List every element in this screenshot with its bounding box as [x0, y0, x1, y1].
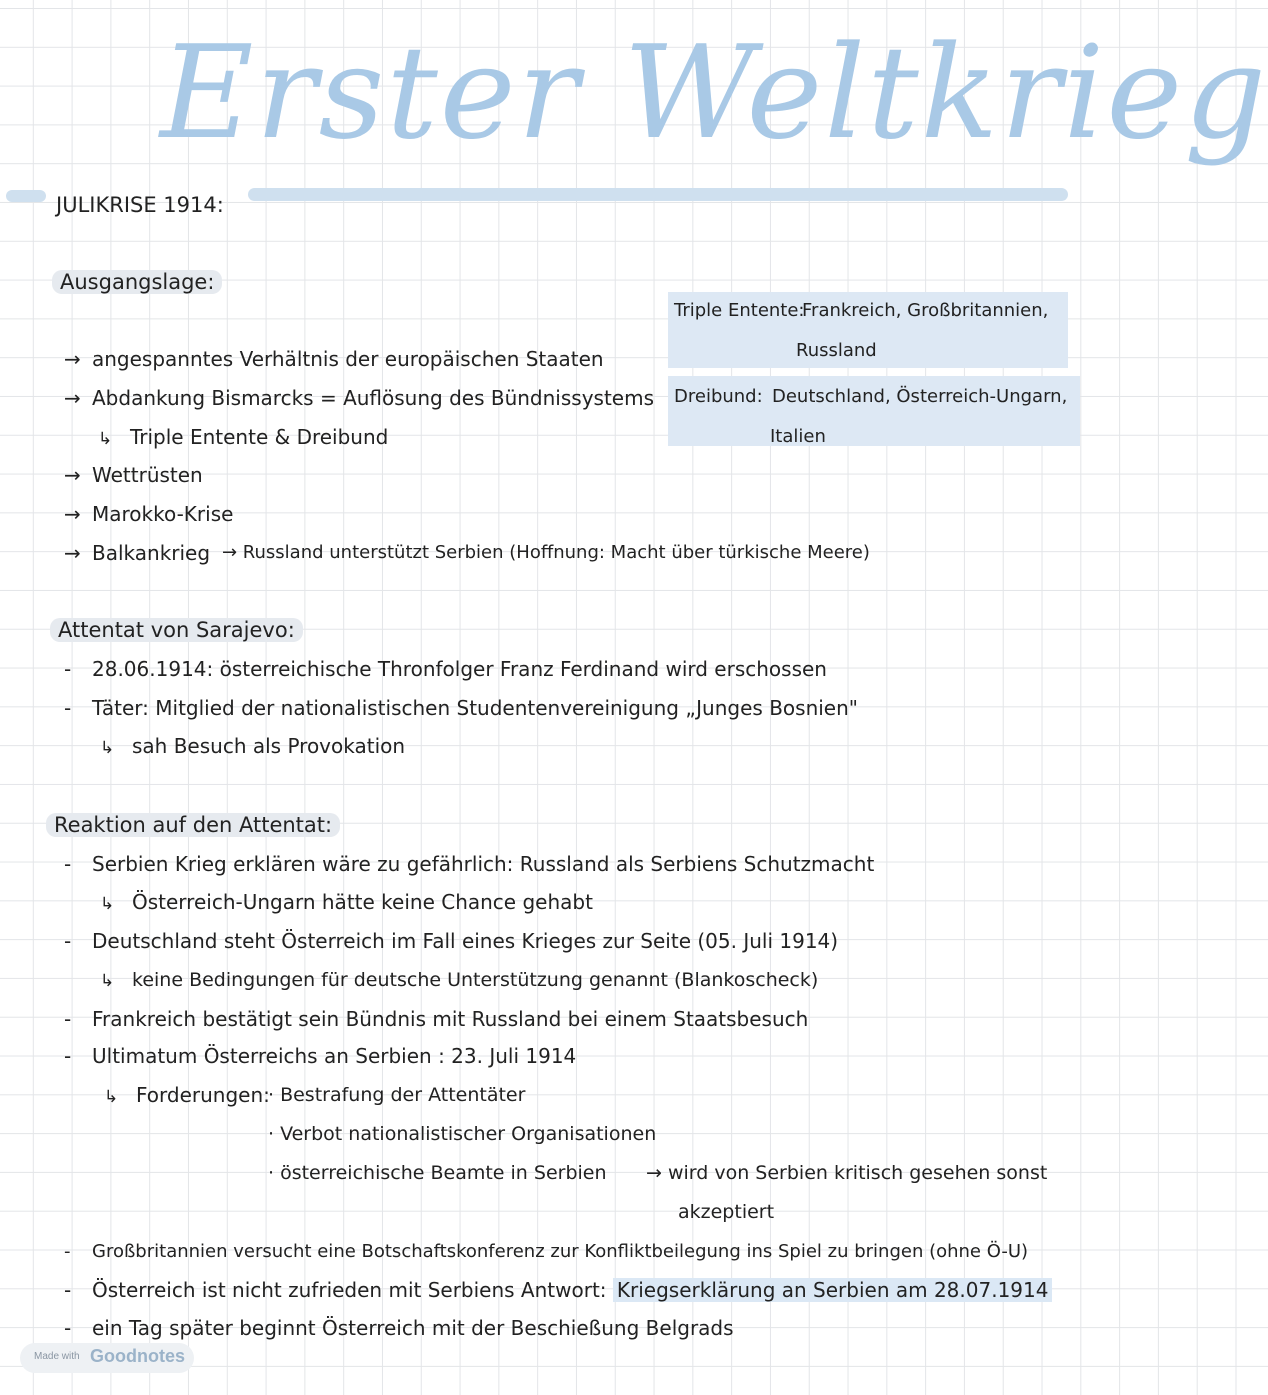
dash-icon: - [64, 852, 72, 876]
declaration-of-war-highlight: Kriegserklärung an Serbien am 28.07.1914 [613, 1278, 1053, 1302]
triple-entente-members-cont: Russland [796, 340, 877, 361]
dash-icon: - [64, 1278, 72, 1302]
dash-icon: - [64, 1044, 72, 1068]
demand-item: · Verbot nationalistischer Organisationen [268, 1123, 657, 1145]
arrow-icon: → [64, 386, 81, 410]
list-item: ↳ Triple Entente & Dreibund [98, 424, 388, 452]
dash-icon: - [64, 1007, 72, 1031]
dash-icon: - [64, 696, 72, 720]
heading-reaktion: Reaktion auf den Attentat: [54, 812, 340, 838]
arrow-icon: → [64, 347, 81, 371]
page-title: Erster Weltkrieg [160, 19, 1268, 168]
list-item: ↳ Forderungen: [104, 1082, 270, 1110]
triple-entente-label: Triple Entente: [674, 300, 805, 321]
list-item: ↳ keine Bedingungen für deutsche Unterstützung genannt (Blankoscheck) [100, 967, 818, 994]
dreibund-members-cont: Italien [770, 426, 826, 447]
dreibund-members: Deutschland, Österreich-Ungarn, [772, 386, 1068, 407]
list-item: - Täter: Mitglied der nationalistischen Studentenvereinigung „Junges Bosnien" [64, 696, 858, 720]
dash-icon: - [64, 1241, 71, 1262]
goodnotes-logo: Goodnotes [90, 1346, 185, 1366]
arrow-icon: → [64, 502, 81, 526]
list-item: - Serbien Krieg erklären wäre zu gefährlich: Russland als Serbiens Schutzmacht [64, 852, 875, 876]
demand-note: → wird von Serbien kritisch gesehen sonst [646, 1162, 1048, 1184]
dash-icon: - [64, 657, 72, 681]
arrow-icon: → [64, 463, 81, 487]
list-item: - Deutschland steht Österreich im Fall eines Krieges zur Seite (05. Juli 1914) [64, 929, 839, 953]
heading-attentat: Attentat von Sarajevo: [58, 617, 303, 643]
list-item: → Balkankrieg [64, 541, 211, 565]
list-item: - Frankreich bestätigt sein Bündnis mit Russland bei einem Staatsbesuch [64, 1007, 809, 1031]
list-item: - ein Tag später beginnt Österreich mit der Beschießung Belgrads [64, 1316, 734, 1340]
list-item: - Österreich ist nicht zufrieden mit Serbiens Antwort: Kriegserklärung an Serbien am 28.07.1914 [64, 1277, 1052, 1303]
balkan-note: → Russland unterstützt Serbien (Hoffnung: Macht über türkische Meere) [222, 542, 870, 563]
section-heading: JULIKRISE 1914: [56, 193, 224, 217]
goodnotes-badge [20, 1343, 194, 1373]
section-accent-right [248, 188, 1068, 201]
demand-item: · österreichische Beamte in Serbien [268, 1162, 607, 1184]
list-item: ↳ sah Besuch als Provokation [100, 733, 405, 761]
list-item: → angespanntes Verhältnis der europäischen Staaten [64, 347, 604, 371]
sub-arrow-icon: ↳ [98, 429, 113, 449]
sub-arrow-icon: ↳ [100, 738, 115, 758]
list-item: → Marokko-Krise [64, 502, 234, 526]
list-item: → Wettrüsten [64, 463, 203, 487]
made-with-label: Made with [34, 1351, 80, 1362]
dash-icon: - [64, 929, 72, 953]
list-item: → Abdankung Bismarcks = Auflösung des Bündnissystems [64, 386, 655, 410]
arrow-icon: → [64, 541, 81, 565]
dreibund-label: Dreibund: [674, 386, 763, 407]
sub-arrow-icon: ↳ [100, 894, 115, 914]
heading-ausgangslage: Ausgangslage: [60, 269, 222, 295]
demand-item: · Bestrafung der Attentäter [268, 1084, 526, 1106]
triple-entente-members: Frankreich, Großbritannien, [802, 300, 1049, 321]
sub-arrow-icon: ↳ [100, 971, 115, 991]
section-accent-left [6, 190, 46, 202]
list-item: - Ultimatum Österreichs an Serbien : 23. Juli 1914 [64, 1044, 577, 1068]
demand-note-cont: akzeptiert [678, 1201, 775, 1223]
dash-icon: - [64, 1316, 72, 1340]
list-item: - Großbritannien versucht eine Botschaftskonferenz zur Konfliktbeilegung ins Spiel zu bringen (ohne Ö-U) [64, 1239, 1028, 1265]
sub-arrow-icon: ↳ [104, 1087, 119, 1107]
list-item: ↳ Österreich-Ungarn hätte keine Chance gehabt [100, 889, 593, 917]
list-item: - 28.06.1914: österreichische Thronfolger Franz Ferdinand wird erschossen [64, 657, 827, 681]
